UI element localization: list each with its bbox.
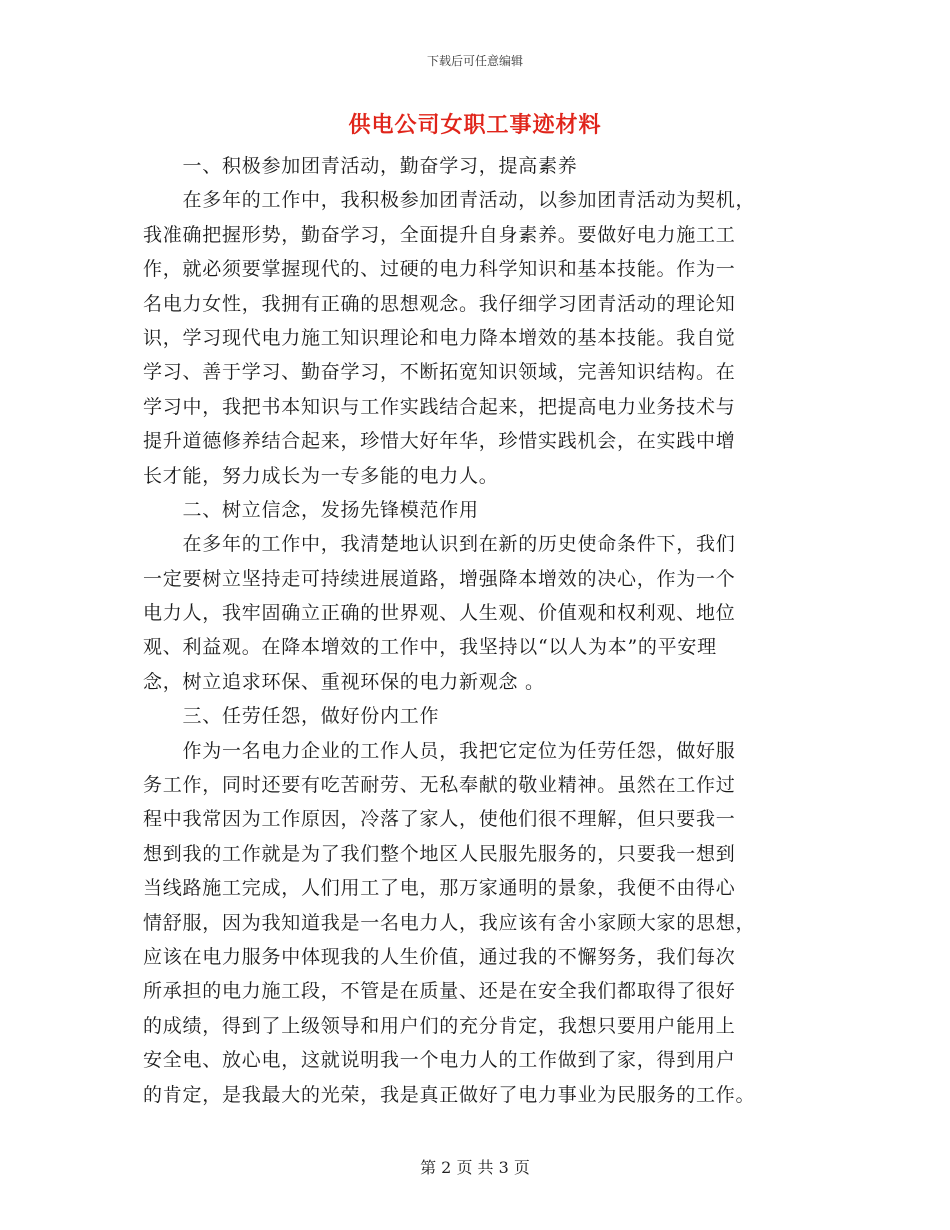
body-line: 在多年的工作中，我清楚地认识到在新的历史使命条件下，我们 [143,533,736,556]
body-line: 观、利益观。在降本增效的工作中，我坚持以“以人为本”的平安理 [143,636,717,659]
body-line: 程中我常因为工作原因，冷落了家人，使他们很不理解，但只要我一 [143,808,736,831]
body-line: 的肯定，是我最大的光荣，我是真正做好了电力事业为民服务的工作。 [143,1083,756,1106]
section-heading: 二、树立信念，发扬先锋模范作用 [143,498,479,521]
body-line: 提升道德修养结合起来，珍惜大好年华，珍惜实践机会，在实践中增 [143,430,736,453]
body-line: 作，就必须要掌握现代的、过硬的电力科学知识和基本技能。作为一 [143,258,736,281]
body-line: 当线路施工完成，人们用工了电，那万家通明的景象，我便不由得心 [143,877,736,900]
body-line: 务工作，同时还要有吃苦耐劳、无私奉献的敬业精神。虽然在工作过 [143,774,736,797]
body-line: 情舒服，因为我知道我是一名电力人，我应该有舍小家顾大家的思想， [143,911,756,934]
body-line: 学习中，我把书本知识与工作实践结合起来，把提高电力业务技术与 [143,395,736,418]
section-heading: 三、任劳任怨，做好份内工作 [143,705,440,728]
body-line: 应该在电力服务中体现我的人生价值，通过我的不懈努务，我们每次 [143,945,736,968]
document-title: 供电公司女职工事迹材料 [348,112,602,138]
body-line: 在多年的工作中，我积极参加团青活动，以参加团青活动为契机， [143,189,756,212]
body-line: 学习、善于学习、勤奋学习，不断拓宽知识领域，完善知识结构。在 [143,361,736,384]
body-line: 安全电、放心电，这就说明我一个电力人的工作做到了家，得到用户 [143,1049,736,1072]
body-line: 识，学习现代电力施工知识理论和电力降本增效的基本技能。我自觉 [143,326,736,349]
body-line: 念，树立追求环保、重视环保的电力新观念 。 [143,670,545,693]
body-line: 长才能，努力成长为一专多能的电力人。 [143,464,499,487]
body-line: 名电力女性，我拥有正确的思想观念。我仔细学习团青活动的理论知 [143,292,736,315]
header-note: 下载后可任意编辑 [426,54,523,68]
body-line: 的成绩，得到了上级领导和用户们的充分肯定，我想只要用户能用上 [143,1014,736,1037]
body-line: 我准确把握形势，勤奋学习，全面提升自身素养。要做好电力施工工 [143,223,736,246]
document-body [143,149,808,1112]
body-line: 想到我的工作就是为了我们整个地区人民服先服务的，只要我一想到 [143,842,736,865]
page-footer: 第 2 页 共 3 页 [420,1158,530,1177]
body-line: 一、积极参加团青活动，勤奋学习，提高素养 [143,155,578,177]
body-line: 作为一名电力企业的工作人员，我把它定位为任劳任怨，做好服 [143,739,736,762]
body-line: 电力人，我牢固确立正确的世界观、人生观、价值观和权利观、地位 [143,602,736,625]
body-line: 所承担的电力施工段，不管是在质量、还是在安全我们都取得了很好 [143,980,736,1003]
body-line: 一定要树立坚持走可持续进展道路，增强降本增效的决心，作为一个 [143,567,736,590]
